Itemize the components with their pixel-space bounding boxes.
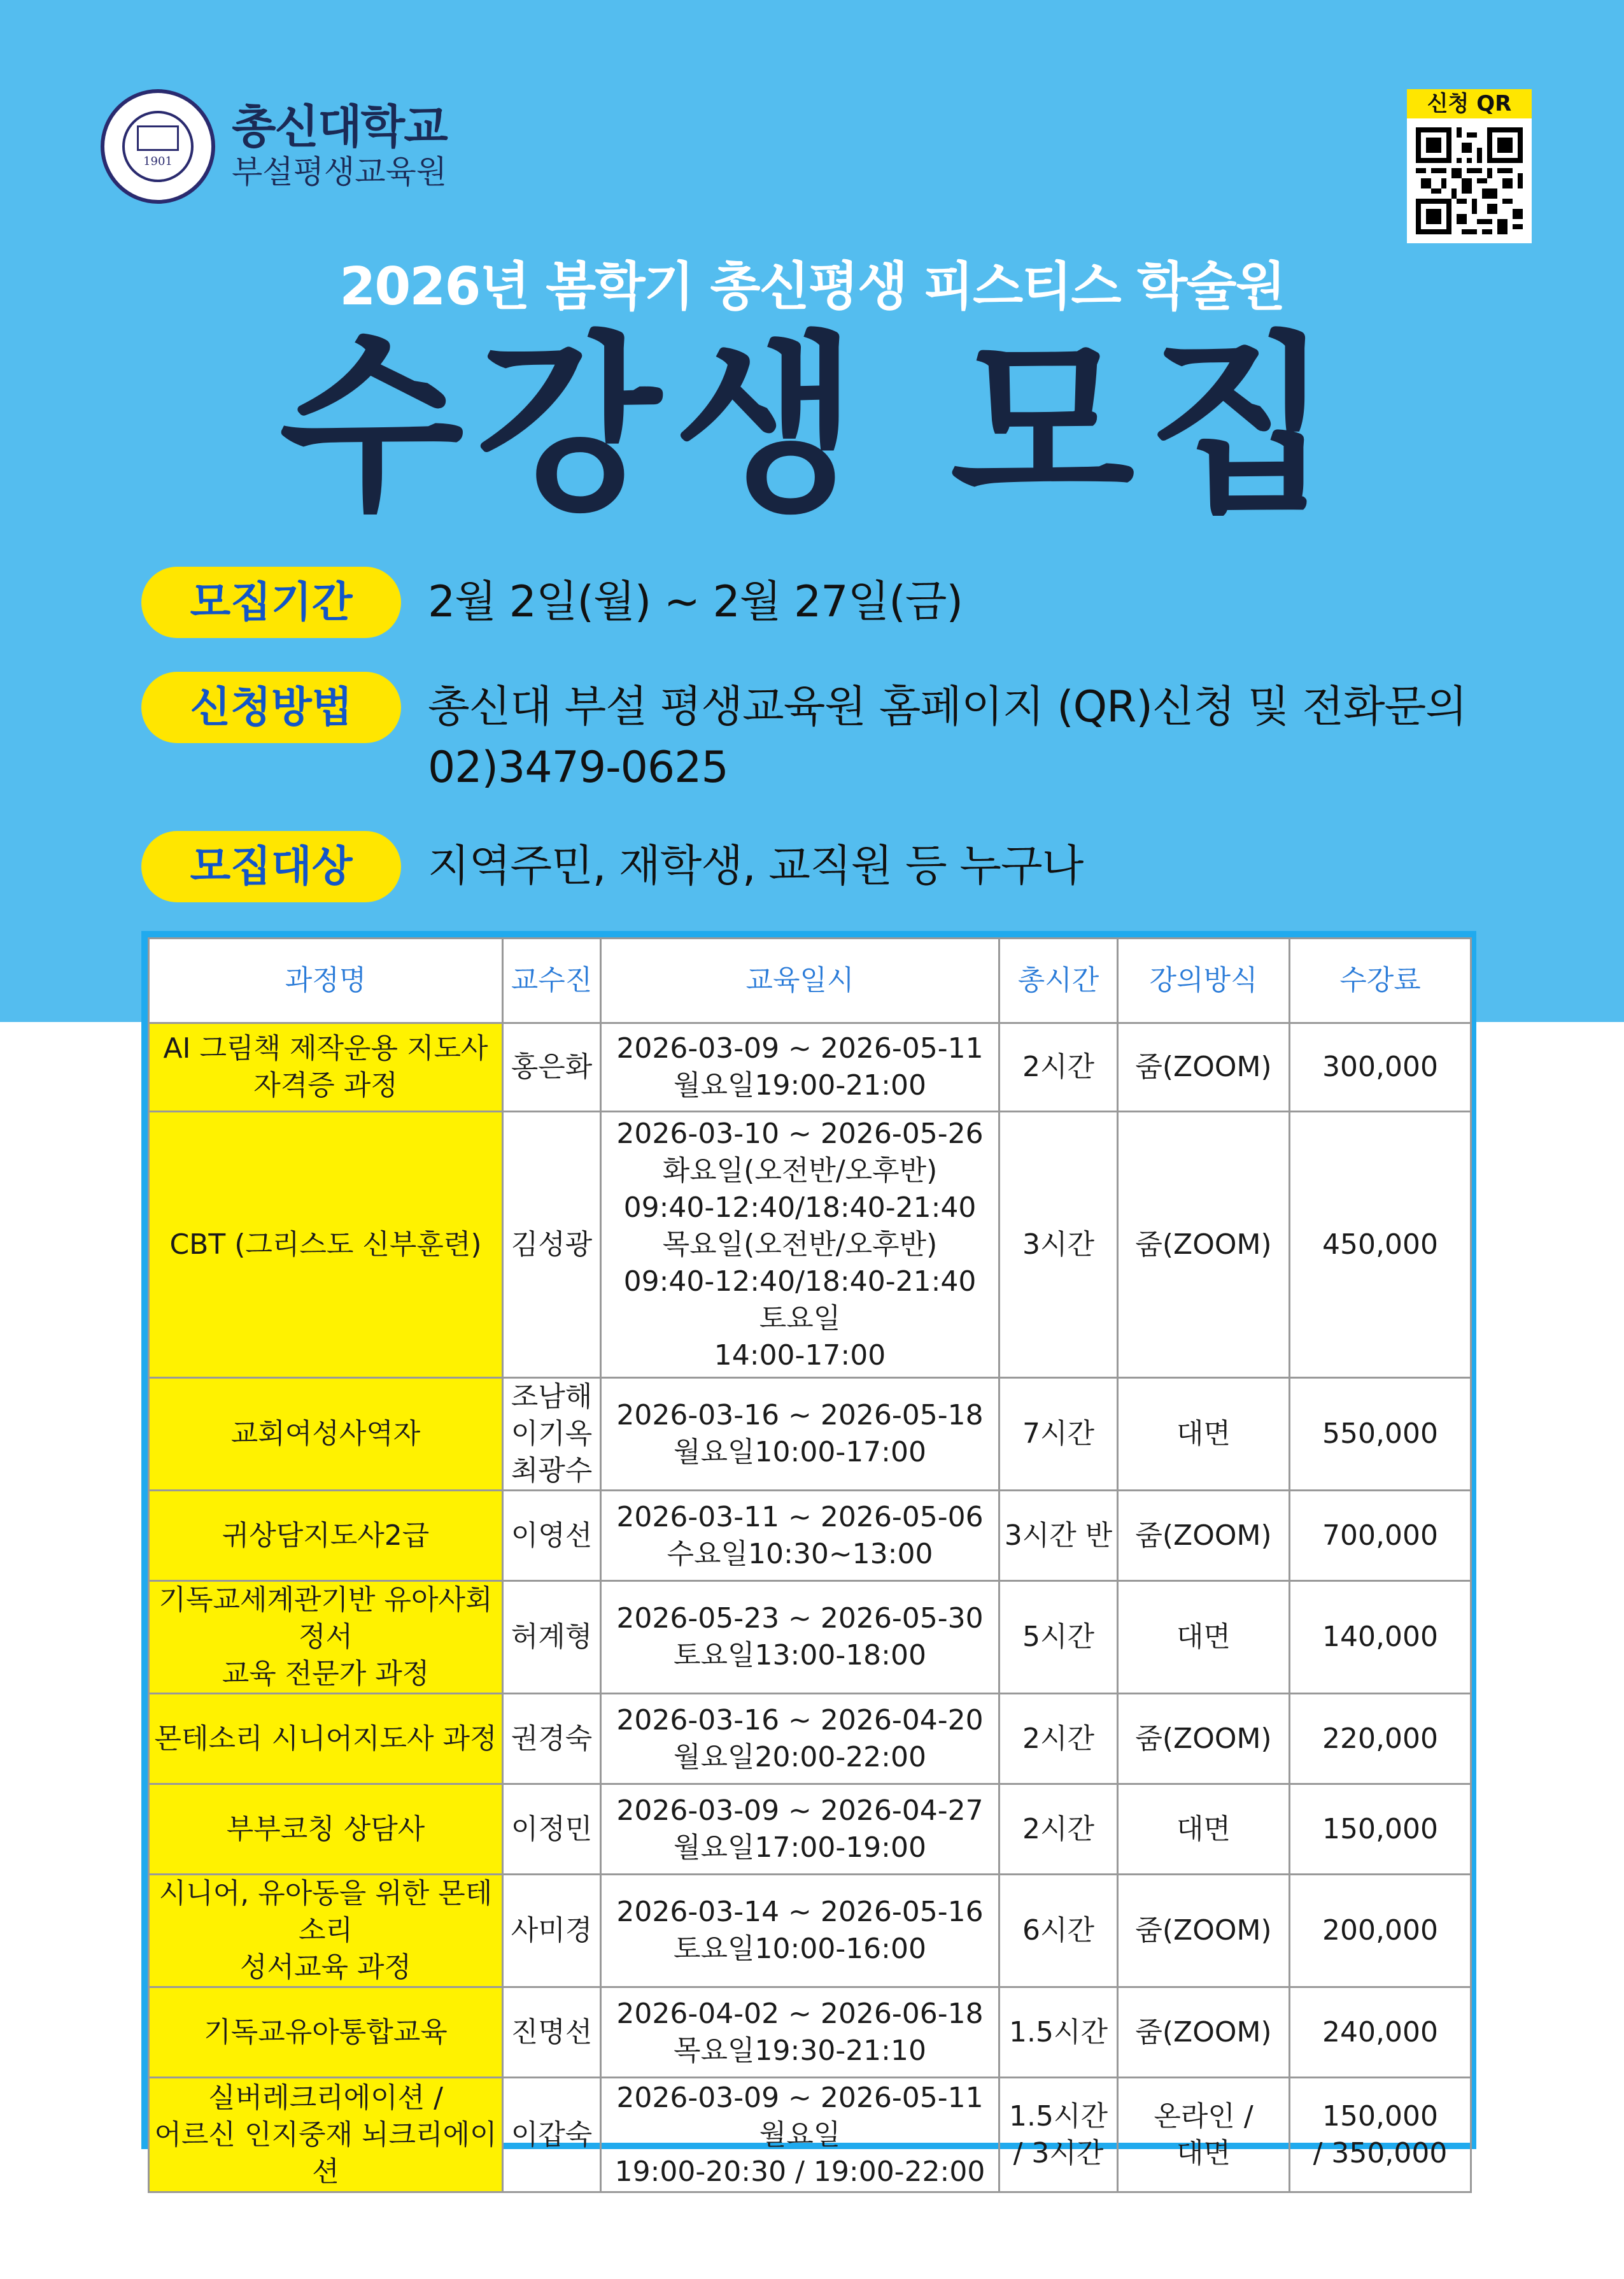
lecture-method: 줌(ZOOM) [1118,1875,1290,1987]
table-row [149,2078,1471,2192]
instructor-name: 사미경 [503,1875,601,1987]
table-row [149,1694,1471,1784]
course-name: 기독교유아통합교육 [149,1987,503,2078]
qr-label: 신청 QR [1407,89,1532,118]
schedule: 2026-03-16 ~ 2026-05-18 월요일10:00-17:00 [601,1378,999,1491]
instructor-name: 이정민 [503,1784,601,1875]
course-name: AI 그림책 제작운용 지도사 자격증 과정 [149,1023,503,1112]
table-row [149,1581,1471,1694]
total-hours: 5시간 [999,1581,1118,1694]
schedule: 2026-03-14 ~ 2026-05-16 토요일10:00-16:00 [601,1875,999,1987]
lecture-method: 줌(ZOOM) [1118,1987,1290,2078]
header-instructor: 교수진 [503,939,601,1023]
instructor-name: 허계형 [503,1581,601,1694]
total-hours: 1.5시간 / 3시간 [999,2078,1118,2192]
course-name: 실버레크리에이션 / 어르신 인지중재 뇌크리에이션 [149,2078,503,2192]
org-subtitle: 부설평생교육원 [232,153,448,190]
total-hours: 1.5시간 [999,1987,1118,2078]
schedule: 2026-04-02 ~ 2026-06-18 목요일19:30-21:10 [601,1987,999,2078]
instructor-name: 진명선 [503,1987,601,2078]
schedule: 2026-03-09 ~ 2026-05-11 월요일19:00-21:00 [601,1023,999,1112]
tuition-fee: 240,000 [1290,1987,1471,2078]
lecture-method: 줌(ZOOM) [1118,1694,1290,1784]
info-recruit-period [141,567,963,638]
total-hours: 7시간 [999,1378,1118,1491]
table-row [149,1378,1471,1491]
header-schedule: 교육일시 [601,939,999,1023]
course-table [148,937,1472,2193]
lecture-method: 줌(ZOOM) [1118,1112,1290,1378]
schedule: 2026-03-16 ~ 2026-04-20 월요일20:00-22:00 [601,1694,999,1784]
instructor-name: 김성광 [503,1112,601,1378]
course-name: 기독교세계관기반 유아사회정서 교육 전문가 과정 [149,1581,503,1694]
qr-code-block[interactable] [1407,89,1532,243]
total-hours: 3시간 반 [999,1491,1118,1581]
header-fee: 수강료 [1290,939,1471,1023]
event-subtitle: 2026년 봄학기 총신평생 피스티스 학술원 [339,257,1285,317]
info-value: 2월 2일(월) ~ 2월 27일(금) [428,577,963,627]
instructor-name: 홍은화 [503,1023,601,1112]
info-recruit-target [141,831,1083,902]
schedule: 2026-03-09 ~ 2026-05-11 월요일 19:00-20:30 / 19:00-22:00 [601,2078,999,2192]
table-row [149,1112,1471,1378]
course-name: 부부코칭 상담사 [149,1784,503,1875]
table-row [149,1023,1471,1112]
lecture-method: 온라인 / 대면 [1118,2078,1290,2192]
lecture-method: 줌(ZOOM) [1118,1023,1290,1112]
info-label: 모집기간 [141,567,401,638]
tuition-fee: 140,000 [1290,1581,1471,1694]
info-value: 총신대 부설 평생교육원 홈페이지 (QR)신청 및 전화문의 [428,682,1467,732]
table-row [149,1987,1471,2078]
table-row [149,1784,1471,1875]
schedule: 2026-05-23 ~ 2026-05-30 토요일13:00-18:00 [601,1581,999,1694]
schedule: 2026-03-09 ~ 2026-04-27 월요일17:00-19:00 [601,1784,999,1875]
header-course: 과정명 [149,939,503,1023]
table-header-row [149,939,1471,1023]
tuition-fee: 300,000 [1290,1023,1471,1112]
contact-phone[interactable]: 02)3479-0625 [428,742,728,793]
schedule: 2026-03-11 ~ 2026-05-06 수요일10:30~13:00 [601,1491,999,1581]
tuition-fee: 200,000 [1290,1875,1471,1987]
total-hours: 3시간 [999,1112,1118,1378]
schedule: 2026-03-10 ~ 2026-05-26 화요일(오전반/오후반) 09:40-12:40/18:40-21:40 목요일(오전반/오후반) 09:40-12:40/18:40-21:40 토요일 14:00-17:00 [601,1112,999,1378]
info-value: 지역주민, 재학생, 교직원 등 누구나 [428,841,1084,891]
info-label: 모집대상 [141,831,401,902]
total-hours: 6시간 [999,1875,1118,1987]
table-row [149,1875,1471,1987]
tuition-fee: 150,000 [1290,1784,1471,1875]
tuition-fee: 220,000 [1290,1694,1471,1784]
university-logo [101,89,447,204]
tuition-fee: 150,000 / 350,000 [1290,2078,1471,2192]
tuition-fee: 700,000 [1290,1491,1471,1581]
instructor-name: 이영선 [503,1491,601,1581]
org-name: 총신대학교 [232,100,447,154]
header-method: 강의방식 [1118,939,1290,1023]
course-name: 귀상담지도사2급 [149,1491,503,1581]
info-label: 신청방법 [141,672,401,743]
course-table-frame [141,931,1476,2188]
instructor-name: 이갑숙 [503,2078,601,2192]
header-hours: 총시간 [999,939,1118,1023]
seal-year: 1901 [143,154,173,168]
course-name: 몬테소리 시니어지도사 과정 [149,1694,503,1784]
lecture-method: 줌(ZOOM) [1118,1491,1290,1581]
page-title: 수강생 모집 [279,315,1345,537]
tuition-fee: 450,000 [1290,1112,1471,1378]
course-name: CBT (그리스도 신부훈련) [149,1112,503,1378]
total-hours: 2시간 [999,1784,1118,1875]
total-hours: 2시간 [999,1694,1118,1784]
lecture-method: 대면 [1118,1581,1290,1694]
instructor-name: 권경숙 [503,1694,601,1784]
total-hours: 2시간 [999,1023,1118,1112]
course-name: 시니어, 유아동을 위한 몬테소리 성서교육 과정 [149,1875,503,1987]
course-name: 교회여성사역자 [149,1378,503,1491]
university-seal-icon [101,89,215,204]
instructor-name: 조남해 이기옥 최광수 [503,1378,601,1491]
lecture-method: 대면 [1118,1378,1290,1491]
lecture-method: 대면 [1118,1784,1290,1875]
table-row [149,1491,1471,1581]
info-apply-method [141,672,1467,797]
tuition-fee: 550,000 [1290,1378,1471,1491]
qr-code-icon[interactable] [1407,118,1532,243]
